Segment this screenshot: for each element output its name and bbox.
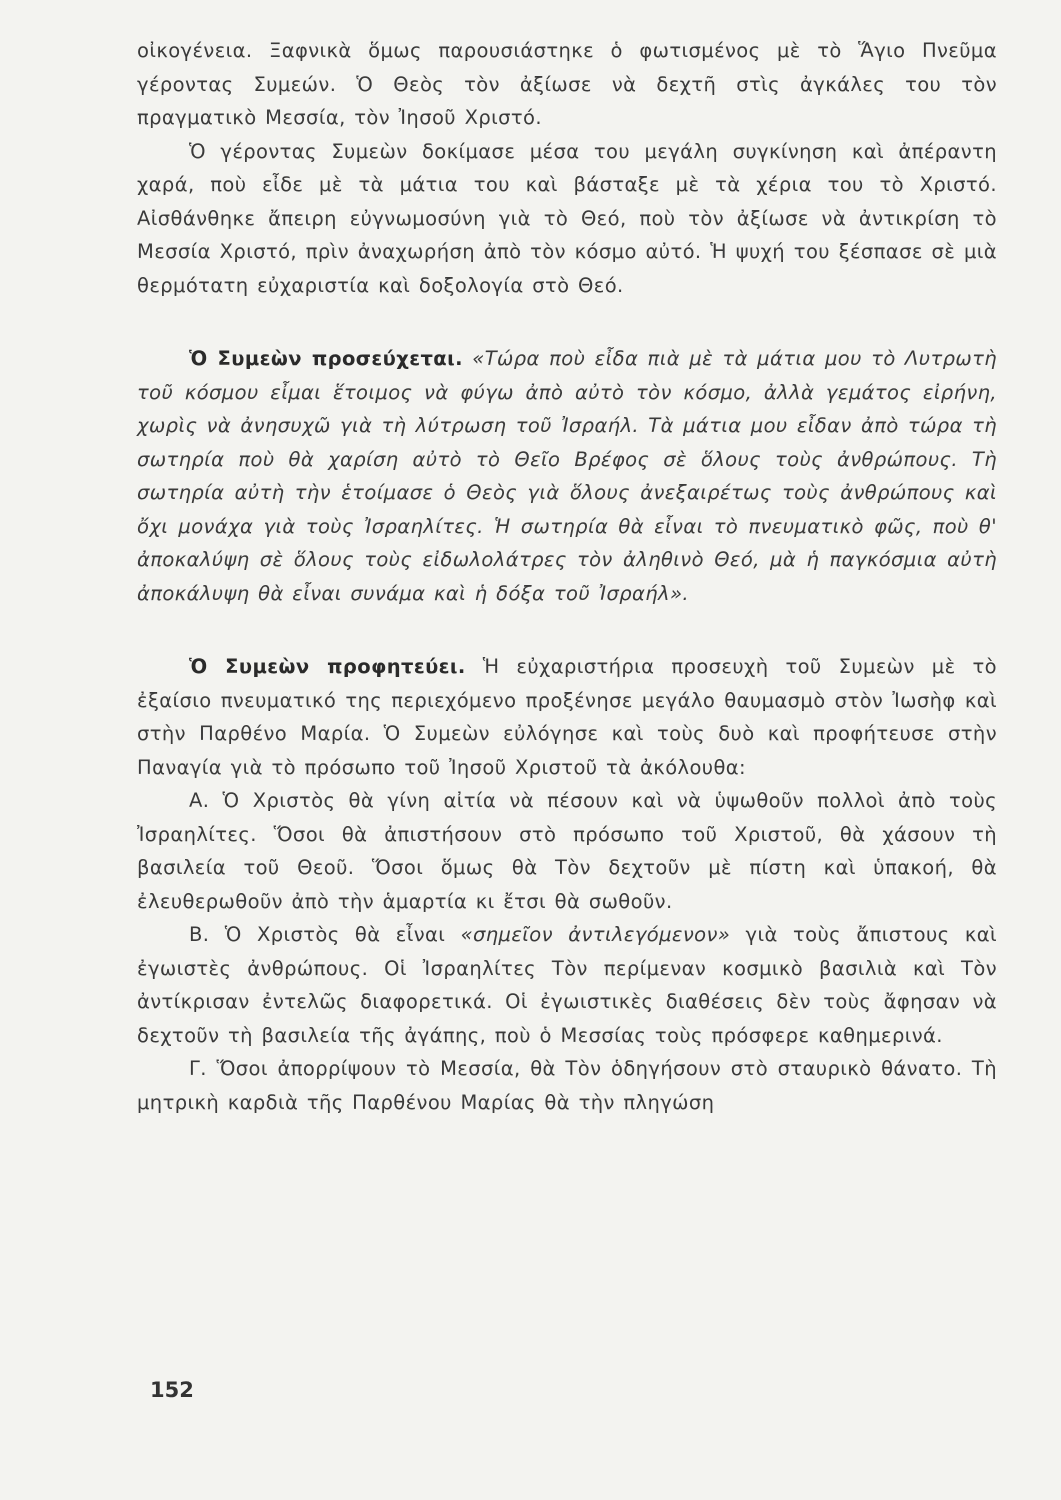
section-prophecy-heading: Ὁ Συμεὼν προφητεύει. bbox=[189, 655, 466, 678]
paragraph-intro: οἰκογένεια. Ξαφνικὰ ὅμως παρουσιάστηκε ὁ φωτισμένος μὲ τὸ Ἅγιο Πνεῦμα γέροντας Συμεών. Ὁ Θεὸς τὸν ἀξίωσε νὰ δεχτῆ στὶς ἀγκάλες του τὸν πραγματικὸ Μεσσία, τὸν Ἰησοῦ Χριστό. bbox=[137, 39, 997, 129]
section-prayer bbox=[137, 342, 997, 610]
section-prophecy bbox=[137, 650, 997, 784]
section-prayer-text: «Τώρα ποὺ εἶδα πιὰ μὲ τὰ μάτια μου τὸ Λυτρωτὴ τοῦ κόσμου εἶμαι ἕτοιμος νὰ φύγω ἀπὸ αὐτὸ τὸν κόσμο, ἀλλὰ γεμάτος εἰρήνη, χωρὶς νὰ ἀνησυχῶ γιὰ τὴ λύτρωση τοῦ Ἰσραήλ. Τὰ μάτια μου εἶδαν ἀπὸ τώρα τὴ σωτηρία ποὺ θὰ χαρίση αὐτὸ τὸ Θεῖο Βρέφος σὲ ὅλους τοὺς ἀνθρώπους. Τὴ σωτηρία αὐτὴ τὴν ἑτοίμασε ὁ Θεὸς γιὰ ὅλους ἀνεξαιρέτως τοὺς ἀνθρώπους καὶ ὄχι μονάχα γιὰ τοὺς Ἰσραηλίτες. Ἡ σωτηρία θὰ εἶναι τὸ πνευματικὸ φῶς, ποὺ θ' ἀποκαλύψη σὲ ὅλους τοὺς εἰδωλολάτρες τὸν ἀληθινὸ Θεό, μὰ ἡ παγκόσμια αὐτὴ ἀποκάλυψη θὰ εἶναι συνάμα καὶ ἡ δόξα τοῦ Ἰσραήλ». bbox=[137, 347, 997, 605]
page-number: 152 bbox=[150, 1378, 194, 1402]
paragraph-simeon-joy: Ὁ γέροντας Συμεὼν δοκίμασε μέσα του μεγάλη συγκίνηση καὶ ἀπέραντη χαρά, ποὺ εἶδε μὲ τὰ μάτια του καὶ βάσταξε μὲ τὰ χέρια του τὸ Χριστό. Αἰσθάνθηκε ἄπειρη εὐγνωμοσύνη γιὰ τὸ Θεό, ποὺ τὸν ἀξίωσε νὰ ἀντικρίση τὸ Μεσσία Χριστό, πρὶν ἀναχωρήση ἀπὸ τὸν κόσμο αὐτό. Ἡ ψυχή του ξέσπασε σὲ μιὰ θερμότατη εὐχαριστία καὶ δοξολογία στὸ Θεό. bbox=[137, 139, 997, 297]
point-b-end: γιὰ τοὺς ἄπιστους καὶ ἐγωιστὲς ἀνθρώπους. Οἱ Ἰσραηλίτες Τὸν περίμεναν κοσμικὸ βασιλιὰ καὶ Τὸν ἀντίκρισαν ἐντελῶς διαφορετικά. Οἱ ἐγωιστικὲς διαθέσεις δὲν τοὺς ἄφησαν νὰ δεχτοῦν τὴ βασιλεία τῆς ἀγάπης, ποὺ ὁ Μεσσίας τοὺς πρόσφερε καθημερινά. bbox=[137, 923, 997, 1047]
prophecy-point-b bbox=[137, 918, 997, 1052]
point-b-start: Β. Ὁ Χριστὸς θὰ εἶναι bbox=[189, 923, 461, 946]
page-body bbox=[137, 34, 997, 1119]
prophecy-point-a: Α. Ὁ Χριστὸς θὰ γίνη αἰτία νὰ πέσουν καὶ νὰ ὑψωθοῦν πολλοὶ ἀπὸ τοὺς Ἰσραηλίτες. Ὅσοι θὰ ἀπιστήσουν στὸ πρόσωπο τοῦ Χριστοῦ, θὰ χάσουν τὴ βασιλεία τοῦ Θεοῦ. Ὅσοι ὅμως θὰ Τὸν δεχτοῦν μὲ πίστη καὶ ὑπακοή, θὰ ἐλευθερωθοῦν ἀπὸ τὴν ἁμαρτία κι ἔτσι θὰ σωθοῦν. bbox=[137, 789, 997, 913]
point-b-quote: «σημεῖον ἀντιλεγόμενον» bbox=[460, 923, 731, 946]
prophecy-point-c: Γ. Ὅσοι ἀπορρίψουν τὸ Μεσσία, θὰ Τὸν ὁδηγήσουν στὸ σταυρικὸ θάνατο. Τὴ μητρικὴ καρδιὰ τῆς Παρθένου Μαρίας θὰ τὴν πληγώση bbox=[137, 1057, 997, 1114]
section-prophecy-text: Ἡ εὐχαριστήρια προσευχὴ τοῦ Συμεὼν μὲ τὸ ἐξαίσιο πνευματικό της περιεχόμενο προξένησε μεγάλο θαυμασμὸ στὸν Ἰωσὴφ καὶ στὴν Παρθένο Μαρία. Ὁ Συμεὼν εὐλόγησε καὶ τοὺς δυὸ καὶ προφήτευσε στὴν Παναγία γιὰ τὸ πρόσωπο τοῦ Ἰησοῦ Χριστοῦ τὰ ἀκόλουθα: bbox=[137, 655, 997, 779]
section-prayer-heading: Ὁ Συμεὼν προσεύχεται. bbox=[189, 347, 463, 370]
